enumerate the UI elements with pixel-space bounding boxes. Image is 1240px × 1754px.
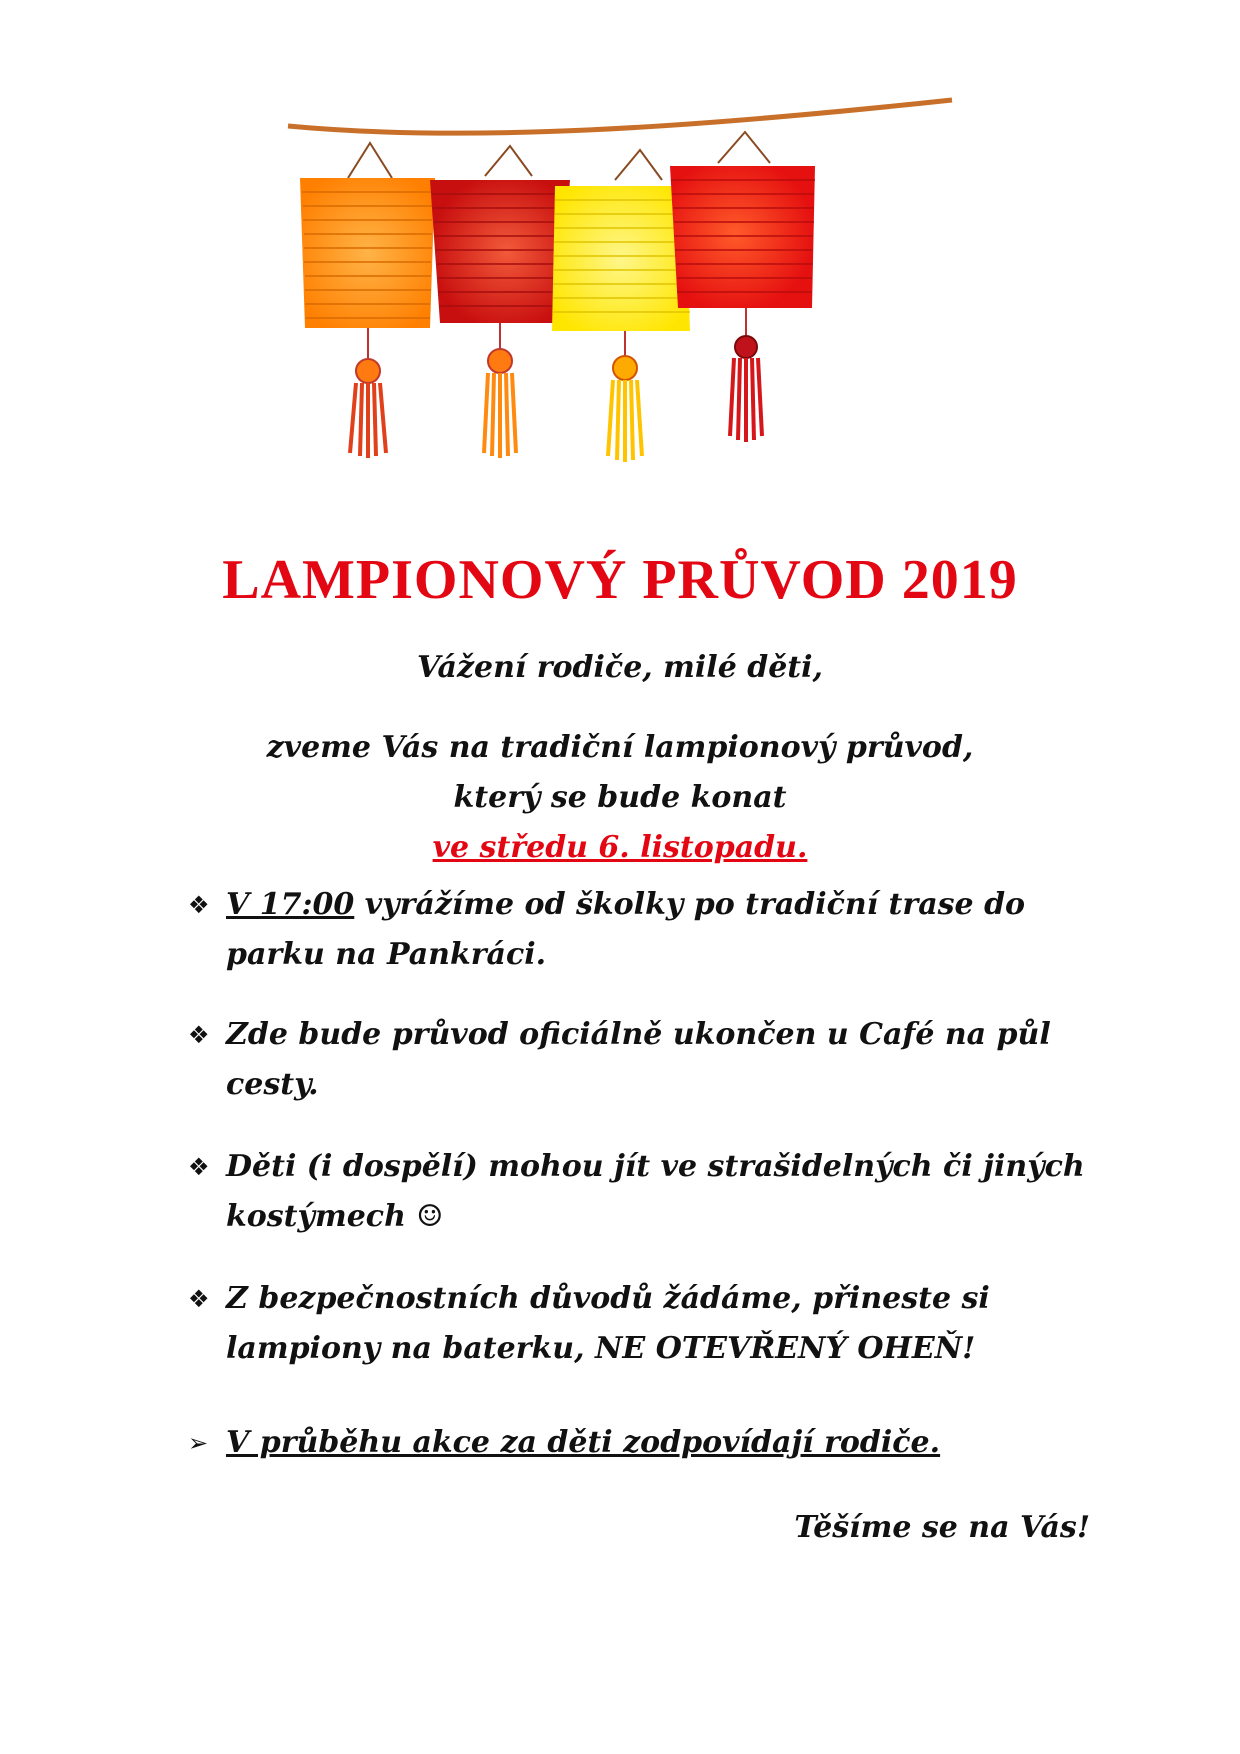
diamond-bullet-icon: ❖ <box>188 891 210 919</box>
crimson-lantern <box>430 180 570 458</box>
closing-line: Těšíme se na Vás! <box>794 1510 1090 1545</box>
orange-lantern <box>300 178 435 458</box>
list-item <box>188 1274 1108 1374</box>
list-item-text: Z bezpečnostních důvodů žádáme, přineste si lampiony na baterku, NE OTEVŘENÝ OHEŇ! <box>226 1281 990 1366</box>
list-item-text: V průběhu akce za děti zodpovídají rodiče. <box>226 1425 941 1460</box>
yellow-lantern <box>552 186 690 462</box>
intro-line-2: který se bude konat <box>453 780 787 815</box>
list-item <box>188 1418 1108 1468</box>
list-item-text: Zde bude průvod oficiálně ukončen u Café na půl cesty. <box>226 1017 1051 1102</box>
list-item <box>188 880 1108 980</box>
diamond-bullet-icon: ❖ <box>188 1285 210 1313</box>
diamond-bullet-icon: ❖ <box>188 1153 210 1181</box>
departure-time: V 17:00 <box>226 887 355 922</box>
list-item <box>188 1142 1108 1242</box>
event-date: ve středu 6. listopadu. <box>432 830 808 865</box>
list-item <box>188 1010 1108 1110</box>
hanging-string <box>288 100 952 133</box>
red-lantern <box>670 166 815 442</box>
lanterns-illustration <box>270 88 970 528</box>
diamond-bullet-icon: ❖ <box>188 1021 210 1049</box>
greeting: Vážení rodiče, milé děti, <box>417 650 823 685</box>
list-item-text: Děti (i dospělí) mohou jít ve strašidelných či jiných kostýmech ☺ <box>226 1149 1085 1234</box>
page-title: LAMPIONOVÝ PRŮVOD 2019 <box>222 549 1018 611</box>
intro-line-1: zveme Vás na tradiční lampionový průvod, <box>266 730 974 765</box>
arrow-bullet-icon: ➢ <box>188 1429 209 1457</box>
list-item-text: vyrážíme od školky po tradiční trase do parku na Pankráci. <box>226 887 1026 972</box>
